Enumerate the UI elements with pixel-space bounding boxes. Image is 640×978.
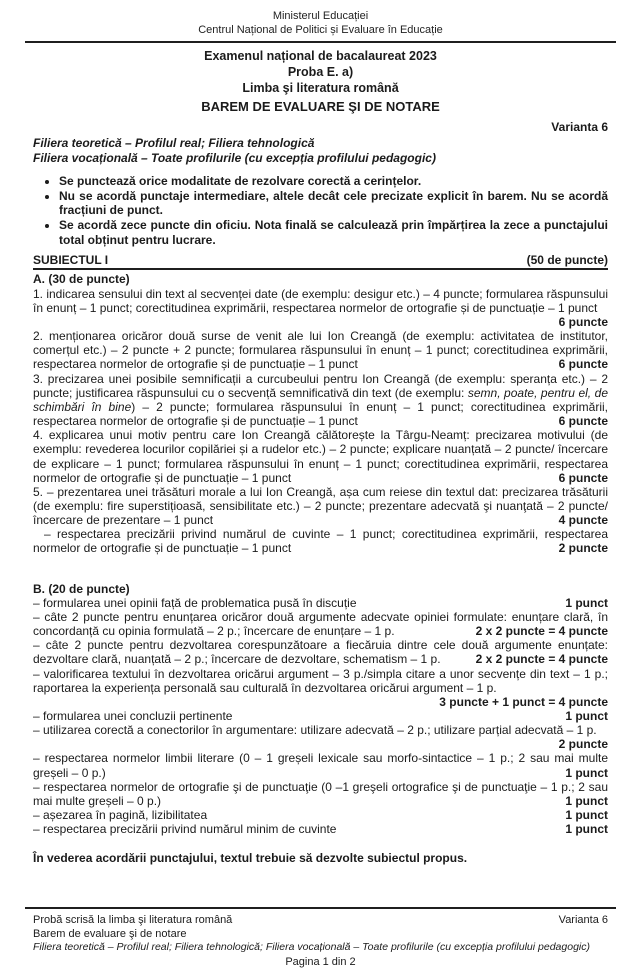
score-badge: 2 puncte	[558, 541, 608, 556]
variant-label: Varianta 6	[551, 119, 608, 134]
header-divider	[25, 41, 616, 43]
rubric-item-b7	[33, 751, 608, 779]
rubric-item-b6	[33, 723, 608, 751]
proba-line: Proba E. a)	[287, 64, 354, 79]
filiera-line-1: Filiera teoretică – Profilul real; Filiera tehnologică	[33, 135, 315, 150]
score-badge: 1 punct	[565, 709, 608, 724]
subiectul-points: (50 de puncte)	[526, 253, 608, 268]
rubric-text: ) – 2 puncte; formularea răspunsului în enunț – 1 punct; corectitudinea exprimării, respectarea normelor de ortografie și de punctuație – 1 punct	[33, 399, 608, 429]
footer-page-number: Pagina 1 din 2	[285, 955, 356, 968]
score-badge: 2 x 2 puncte = 4 puncte	[475, 652, 608, 667]
rubric-item-b8	[33, 780, 608, 808]
score-badge: 1 punct	[565, 793, 608, 808]
rubric-text: 3. precizarea unei posibile semnificații a curcubeului pentru Ion Creangă (de exemplu: speranța etc.) – 2 puncte; justificarea răspunsului cu o secvență semnificativă din text (de exemplu:	[33, 371, 608, 400]
footer-filiera-line: Filiera teoretică – Profilul real; Filiera tehnologică; Filiera vocațională – Toate profilurile (cu excepția profilului pedagogic)	[33, 941, 590, 954]
subject-line: Limba şi literatura română	[242, 81, 399, 95]
rubric-item-b5	[33, 709, 608, 723]
rubric-text: 2. menționarea oricăror două surse de venit ale lui Ion Creangă (de exemplu: activitatea de institutor, comerțul etc.) – 2 puncte + 2 puncte; formularea răspunsului în enunț – 1 punct; corectitudinea exprimării, respectarea normelor de ortografie și de punctuație – 1 punct	[33, 329, 608, 372]
score-badge: 6 puncte	[558, 314, 608, 329]
score-badge: 6 puncte	[558, 470, 608, 485]
score-badge: 6 puncte	[558, 414, 608, 429]
rubric-text: – valorificarea textului în dezvoltarea oricărui argument – 3 p./simpla citare a unor secvențe din text – 1 p.; raportarea la experiența personală sau culturală în dezvoltarea oricărui argument – 1 p.	[33, 666, 608, 695]
document-footer	[33, 907, 608, 969]
rubric-item-a5b	[33, 527, 608, 555]
rubric-text: 5. – prezentarea unei trăsături morale a lui Ion Creangă, așa cum reiese din textul dat: precizarea trăsăturii (de exemplu: fire superstițioasă, sensibilitate etc.) – 2 puncte; prezentare adecvată şi nuanţată – 2 puncte/încercare de prezentare – 1 punct	[33, 484, 608, 528]
bullet-item: • Se punctează orice modalitate de rezolvare corectă a cerințelor.	[59, 174, 608, 189]
section-a-title: A. (30 de puncte)	[33, 272, 130, 287]
score-badge: 1 punct	[565, 595, 608, 610]
rules-bullet-list	[33, 174, 608, 247]
filiera-block	[33, 136, 608, 165]
subiectul-title: SUBIECTUL I	[33, 253, 109, 268]
subiectul-1-header	[33, 253, 608, 270]
rubric-item-a2	[33, 329, 608, 371]
rubric-text: – respectarea precizării privind numărul de cuvinte – 1 punct; corectitudinea exprimării, respectarea normelor de ortografie și de punctuație – 1 punct	[33, 527, 608, 556]
rubric-item-a4	[33, 428, 608, 485]
footer-barem-line: Barem de evaluare şi de notare	[33, 928, 187, 941]
final-note: În vederea acordării punctajului, textul trebuie să dezvolte subiectul propus.	[33, 851, 468, 866]
footer-proba-line: Probă scrisă la limba şi literatura română	[33, 914, 233, 926]
score-badge: 1 punct	[565, 808, 608, 823]
rubric-text: – câte 2 puncte pentru enunțarea oricăror două argumente adecvate opiniei formulate: enunțare clară, în concordanță cu opinia formulată – 2 p.; încercare de enunțare – 1 p.	[33, 609, 608, 639]
rubric-item-a3	[33, 372, 608, 429]
rubric-text: – respectarea normelor limbii literare (0 – 1 greșeli lexicale sau morfo-sintactice – 1 p.; 2 sau mai multe greșeli – 0 p.)	[33, 751, 608, 780]
rubric-item-b1	[33, 596, 608, 610]
rubric-item-a5	[33, 485, 608, 527]
rubric-item-b3	[33, 638, 608, 666]
score-badge: 2 x 2 puncte = 4 puncte	[475, 624, 608, 639]
rubric-item-b4	[33, 667, 608, 695]
rubric-text: – respectarea precizării privind numărul minim de cuvinte	[33, 822, 337, 837]
rubric-text: – respectarea normelor de ortografie şi de punctuaţie (0 –1 greşeli ortografice şi de punctuaţie – 1 p.; 2 sau mai multe greșeli – 0 p.)	[33, 779, 608, 808]
rubric-item-b2	[33, 610, 608, 638]
rubric-text: – formularea unei opinii față de problematica pusă în discuție	[33, 595, 357, 610]
footer-divider	[25, 907, 616, 909]
rubric-text: – așezarea în pagină, lizibilitatea	[33, 808, 208, 823]
ministry-line: Ministerul Educației	[272, 10, 369, 22]
rubric-text: – utilizarea corectă a conectorilor în argumentare: utilizare adecvată – 2 p.; utilizare parțial adecvată – 1 p.	[33, 723, 597, 738]
score-badge: 4 puncte	[558, 513, 608, 528]
score-badge: 1 punct	[565, 822, 608, 837]
filiera-line-2: Filiera vocațională – Toate profilurile (cu excepția profilului pedagogic)	[33, 150, 436, 165]
document-header	[33, 10, 608, 134]
score-badge: 2 puncte	[558, 737, 608, 752]
footer-variant-label: Varianta 6	[558, 914, 608, 926]
center-name-line: Centrul Național de Politici și Evaluare în Educație	[198, 23, 443, 36]
section-b-title: B. (20 de puncte)	[33, 581, 130, 596]
rubric-item-b9	[33, 808, 608, 822]
rubric-text: 1. indicarea sensului din text al secvenței date (de exemplu: desigur etc.) – 4 puncte; formularea răspunsului în enunț – 1 punct; corectitudinea exprimării, respectarea normelor de ortografie și de punctuație – 1 punct	[33, 286, 608, 315]
bullet-item: • Se acordă zece puncte din oficiu. Nota finală se calculează prin împărțirea la zece a punctajului total obținut pentru lucrare.	[59, 218, 608, 247]
barem-title: BAREM DE EVALUARE ŞI DE NOTARE	[201, 99, 440, 115]
rubric-text: 4. explicarea unui motiv pentru care Ion Creangă călătorește la Târgu-Neamț: precizarea motivului (de exemplu: revederea locurilor copilăriei și a rudelor etc.) – 2 puncte; explicare nuanțată – 2 puncte/ încercare de explicare – 1 punct; formularea răspunsului în enunț – 1 punct; corectitudinea exprimării, respectarea normelor de ortografie și de punctuație – 1 punct	[33, 428, 608, 485]
bullet-item: • Nu se acordă punctaje intermediare, altele decât cele precizate explicit în barem. Nu se acordă fracțiuni de punct.	[59, 189, 608, 218]
rubric-item-a1	[33, 287, 608, 329]
exam-title: Examenul național de bacalaureat 2023	[204, 48, 437, 63]
rubric-item-b10	[33, 822, 608, 836]
score-badge: 6 puncte	[558, 357, 608, 372]
rubric-text-quote: semn, poate, pentru el, de schimbări în bine	[33, 385, 608, 414]
score-badge: 1 punct	[565, 765, 608, 780]
rubric-text: – formularea unei concluzii pertinente	[33, 709, 233, 724]
rubric-text: – câte 2 puncte pentru dezvoltarea corespunzătoare a fiecăruia dintre cele două argumente enunțate: dezvoltare clară, nuanțată – 2 p.; încercare de dezvoltare, schematism – 1 p.	[33, 638, 608, 667]
score-badge: 3 puncte + 1 punct = 4 puncte	[439, 694, 608, 709]
